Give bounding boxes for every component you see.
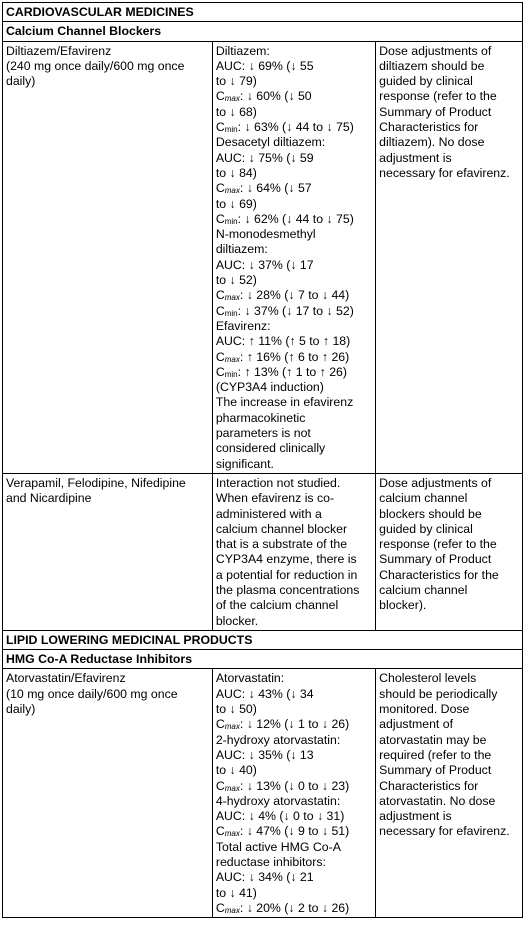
cell-line [216,779,373,794]
cell-line: diltiazem). No dose [379,135,485,150]
cell-line: calcium channel [379,491,468,506]
cell-line: to ↓ 52) [215,273,257,288]
cell-line: Characteristics for [379,778,479,793]
param-value: : ↓ 64% (↓ 57 [239,181,312,196]
param-subscript: max [224,354,240,364]
cell-line [216,288,373,303]
table-row [3,669,523,918]
cell-line: to ↓ 40) [215,763,257,778]
cell-line: Characteristics for the [379,567,499,582]
drug-cell [3,473,213,630]
effect-cell [212,669,375,918]
effect-cell [212,41,375,473]
subsection-title-calcium-channel-blockers: Calcium Channel Blockers [3,22,523,41]
cell-line: (10 mg once daily/600 mg once [6,686,178,701]
cell-line: atorvastatin. No dose [379,793,496,808]
param-symbol: C [215,778,225,793]
recommendation-cell [376,41,523,473]
cell-line: 2‑hydroxy atorvastatin: [215,732,341,747]
param-subscript: max [224,293,240,303]
cell-line [216,350,373,365]
param-symbol: C [215,120,225,135]
cell-line: the plasma concentrations [215,582,360,597]
cell-line: AUC: ↓ 35% (↓ 13 [215,747,314,762]
cell-line: When efavirenz is co- [215,491,335,506]
param-subscript: max [224,783,240,793]
cell-line: Diltiazem/Efavirenz [6,43,112,58]
cell-line: to ↓ 41) [215,885,257,900]
cell-line [216,212,373,227]
cell-line: blocker). [379,598,427,613]
table-row [3,473,523,630]
cell-line: that is a substrate of the [215,537,348,552]
cell-line: Atorvastatin/Efavirenz [6,671,126,686]
cell-line: AUC: ↓ 43% (↓ 34 [215,686,314,701]
cell-line: AUC: ↓ 37% (↓ 17 [215,257,314,272]
cell-line: 4‑hydroxy atorvastatin: [215,793,341,808]
param-subscript: max [224,186,240,196]
cell-line: daily) [6,74,36,89]
cell-line [216,89,373,104]
param-symbol: C [215,824,225,839]
cell-line: of the calcium channel [215,598,339,613]
cell-line: considered clinically [215,441,326,456]
cell-line: CYP3A4 enzyme, there is [215,552,357,567]
cell-line: parameters is not [215,426,311,441]
cell-line [216,901,373,916]
subsection-header-row [3,650,523,669]
cell-line: adjustment of [379,717,453,732]
param-value: : ↓ 28% (↓ 7 to ↓ 44) [239,288,350,303]
cell-line: and Nicardipine [6,491,92,506]
cell-line: N‑monodesmethyl [215,227,316,242]
recommendation-cell [376,669,523,918]
cell-line: blockers should be [379,506,482,521]
param-value: : ↑ 13% (↑ 1 to ↑ 26) [237,364,347,379]
cell-line [216,120,373,135]
cell-line: required (refer to the [379,747,492,762]
param-symbol: C [215,364,225,379]
cell-line [216,717,373,732]
param-subscript: max [224,905,240,915]
param-subscript: min [224,125,238,135]
cell-line: Summary of Product [379,552,492,567]
cell-line: Atorvastatin: [215,671,285,686]
param-value: : ↓ 47% (↓ 9 to ↓ 51) [239,824,350,839]
cell-line: significant. [215,456,274,471]
cell-line: Desacetyl diltiazem: [215,135,326,150]
cell-line: diltiazem: [215,242,268,257]
cell-line: blocker. [215,613,259,628]
cell-line: should be periodically [379,686,498,701]
cell-line: Verapamil, Felodipine, Nifedipine [6,475,186,490]
param-subscript: min [224,216,238,226]
cell-line: necessary for efavirenz. [379,824,510,839]
param-symbol: C [215,181,225,196]
cell-line: AUC: ↓ 4% (↓ 0 to ↓ 31) [215,809,345,824]
cell-line: calcium channel blocker [215,521,348,536]
cell-line: Total active HMG Co-A [215,839,341,854]
drug-cell [3,669,213,918]
cell-line: (240 mg once daily/600 mg once [6,58,185,73]
cell-line: pharmacokinetic [215,410,306,425]
cell-line: atorvastatin may be [379,732,487,747]
cell-line: AUC: ↓ 69% (↓ 55 [215,58,314,73]
cell-line: monitored. Dose [379,702,470,717]
param-value: : ↓ 60% (↓ 50 [239,89,312,104]
param-value: : ↓ 13% (↓ 0 to ↓ 23) [239,778,350,793]
subsection-header-row [3,22,523,41]
param-subscript: max [224,829,240,839]
section-title-cardiovascular: CARDIOVASCULAR MEDICINES [3,3,523,22]
param-value: : ↓ 12% (↓ 1 to ↓ 26) [239,717,350,732]
param-symbol: C [215,211,225,226]
cell-line: Interaction not studied. [215,475,341,490]
cell-line: necessary for efavirenz. [379,165,510,180]
cell-line: Summary of Product [379,104,492,119]
section-title-lipid-lowering: LIPID LOWERING MEDICINAL PRODUCTS [3,630,523,649]
drug-cell [3,41,213,473]
cell-line [216,365,373,380]
cell-line: to ↓ 69) [215,196,257,211]
cell-line: AUC: ↓ 34% (↓ 21 [215,870,314,885]
effect-cell [212,473,375,630]
param-symbol: C [215,288,225,303]
param-subscript: min [224,308,238,318]
cell-line: guided by clinical [379,521,473,536]
cell-line [216,181,373,196]
section-header-row [3,3,523,22]
cell-line: reductase inhibitors: [215,855,326,870]
cell-line: adjustment is [379,809,452,824]
cell-line: Cholesterol levels [379,671,477,686]
cell-line: response (refer to the [379,89,497,104]
cell-line: AUC: ↓ 75% (↓ 59 [215,150,314,165]
cell-line: Characteristics for [379,120,479,135]
cell-line: (CYP3A4 induction) [215,380,324,395]
cell-line: Diltiazem: [215,43,270,58]
param-symbol: C [215,900,225,915]
cell-line: to ↓ 84) [215,165,257,180]
subsection-title-hmg-coa-reductase-inhibitors: HMG Co-A Reductase Inhibitors [3,650,523,669]
param-symbol: C [215,717,225,732]
param-symbol: C [215,303,225,318]
cell-line [216,824,373,839]
cell-line: to ↓ 50) [215,702,257,717]
cell-line: Efavirenz: [215,318,271,333]
cell-line: administered with a [215,506,322,521]
param-symbol: C [215,349,225,364]
cell-line: response (refer to the [379,537,497,552]
cell-line: AUC: ↑ 11% (↑ 5 to ↑ 18) [215,334,351,349]
recommendation-cell [376,473,523,630]
cell-line: The increase in efavirenz [215,395,354,410]
cell-line: to ↓ 68) [215,104,257,119]
param-subscript: min [224,369,238,379]
param-value: : ↓ 63% (↓ 44 to ↓ 75) [237,120,354,135]
cell-line [216,304,373,319]
cell-line: a potential for reduction in [215,567,358,582]
param-value: : ↓ 62% (↓ 44 to ↓ 75) [237,211,354,226]
cell-line: Summary of Product [379,763,492,778]
cell-line: to ↓ 79) [215,74,257,89]
param-subscript: max [224,722,240,732]
cell-line: daily) [6,702,36,717]
param-subscript: max [224,94,240,104]
cell-line: calcium channel [379,582,468,597]
param-symbol: C [215,89,225,104]
cell-line: adjustment is [379,150,452,165]
cell-line: diltiazem should be [379,58,485,73]
cell-line: Dose adjustments of [379,475,492,490]
section-header-row [3,630,523,649]
param-value: : ↓ 37% (↓ 17 to ↓ 52) [237,303,354,318]
cell-line: Dose adjustments of [379,43,492,58]
table-row [3,41,523,473]
cell-line: guided by clinical [379,74,473,89]
param-value: : ↓ 20% (↓ 2 to ↓ 26) [239,900,350,915]
interaction-table [2,2,523,918]
param-value: : ↑ 16% (↑ 6 to ↑ 26) [239,349,350,364]
